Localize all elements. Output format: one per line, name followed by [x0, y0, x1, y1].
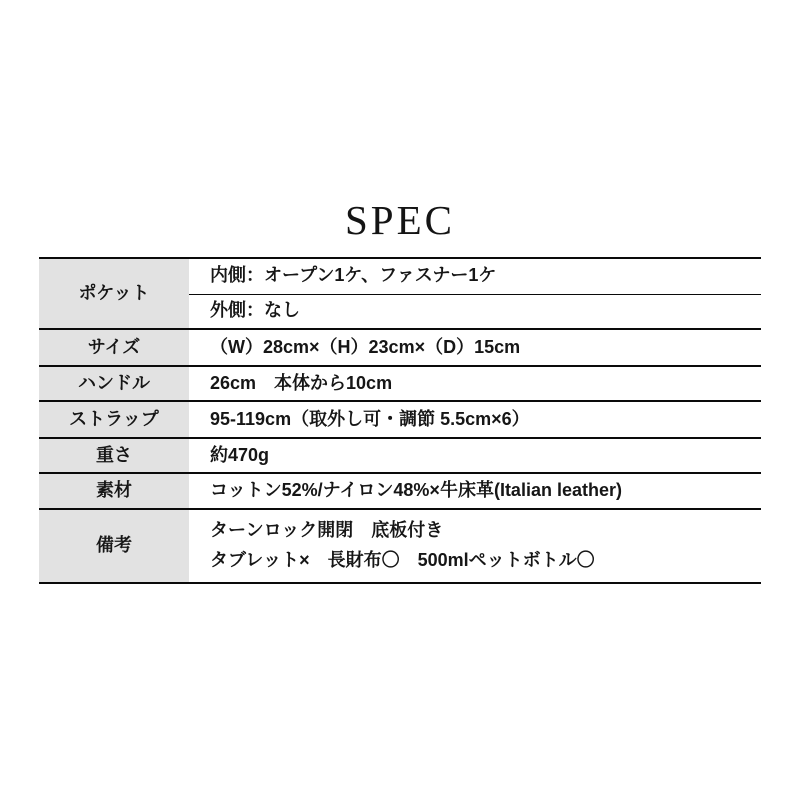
value-line-outside: 外側：なし [189, 294, 761, 329]
row-value-material [189, 474, 761, 508]
table-row-strap [39, 400, 761, 437]
table-row-handle [39, 365, 761, 400]
row-value-size [189, 330, 761, 365]
table-row-material [39, 472, 761, 508]
value-line: コットン52%/ナイロン48%×牛床革(Italian leather) [210, 480, 622, 501]
row-value-pocket [189, 259, 761, 328]
row-label-remarks: 備考 [39, 510, 189, 582]
row-label-size: サイズ [39, 330, 189, 365]
value-line-inside: 内側：オープン1ケ、ファスナー1ケ [210, 265, 497, 286]
spec-table [39, 257, 761, 584]
row-label-pocket: ポケット [39, 259, 189, 328]
table-row-weight [39, 437, 761, 472]
value-line-closure: ターンロック開閉 底板付き [210, 520, 444, 541]
page-title: SPEC [345, 197, 455, 243]
table-row-remarks [39, 508, 761, 582]
row-label-weight: 重さ [39, 439, 189, 472]
row-value-handle [189, 367, 761, 400]
value-line: （W）28cm×（H）23cm×（D）15cm [210, 336, 521, 357]
row-label-material: 素材 [39, 474, 189, 508]
table-row-pocket [39, 257, 761, 328]
value-line: 約470g [210, 444, 270, 465]
row-value-strap [189, 402, 761, 437]
row-value-remarks [189, 510, 761, 582]
value-line-capacity: タブレット× 長財布〇 500mlペットボトル〇 [210, 550, 595, 571]
table-row-size [39, 328, 761, 365]
row-label-strap: ストラップ [39, 402, 189, 437]
value-line: 95-119cm（取外し可・調節 5.5cm×6） [210, 408, 530, 429]
row-label-handle: ハンドル [39, 367, 189, 400]
value-line: 26cm 本体から10cm [210, 372, 393, 393]
row-value-weight [189, 439, 761, 472]
